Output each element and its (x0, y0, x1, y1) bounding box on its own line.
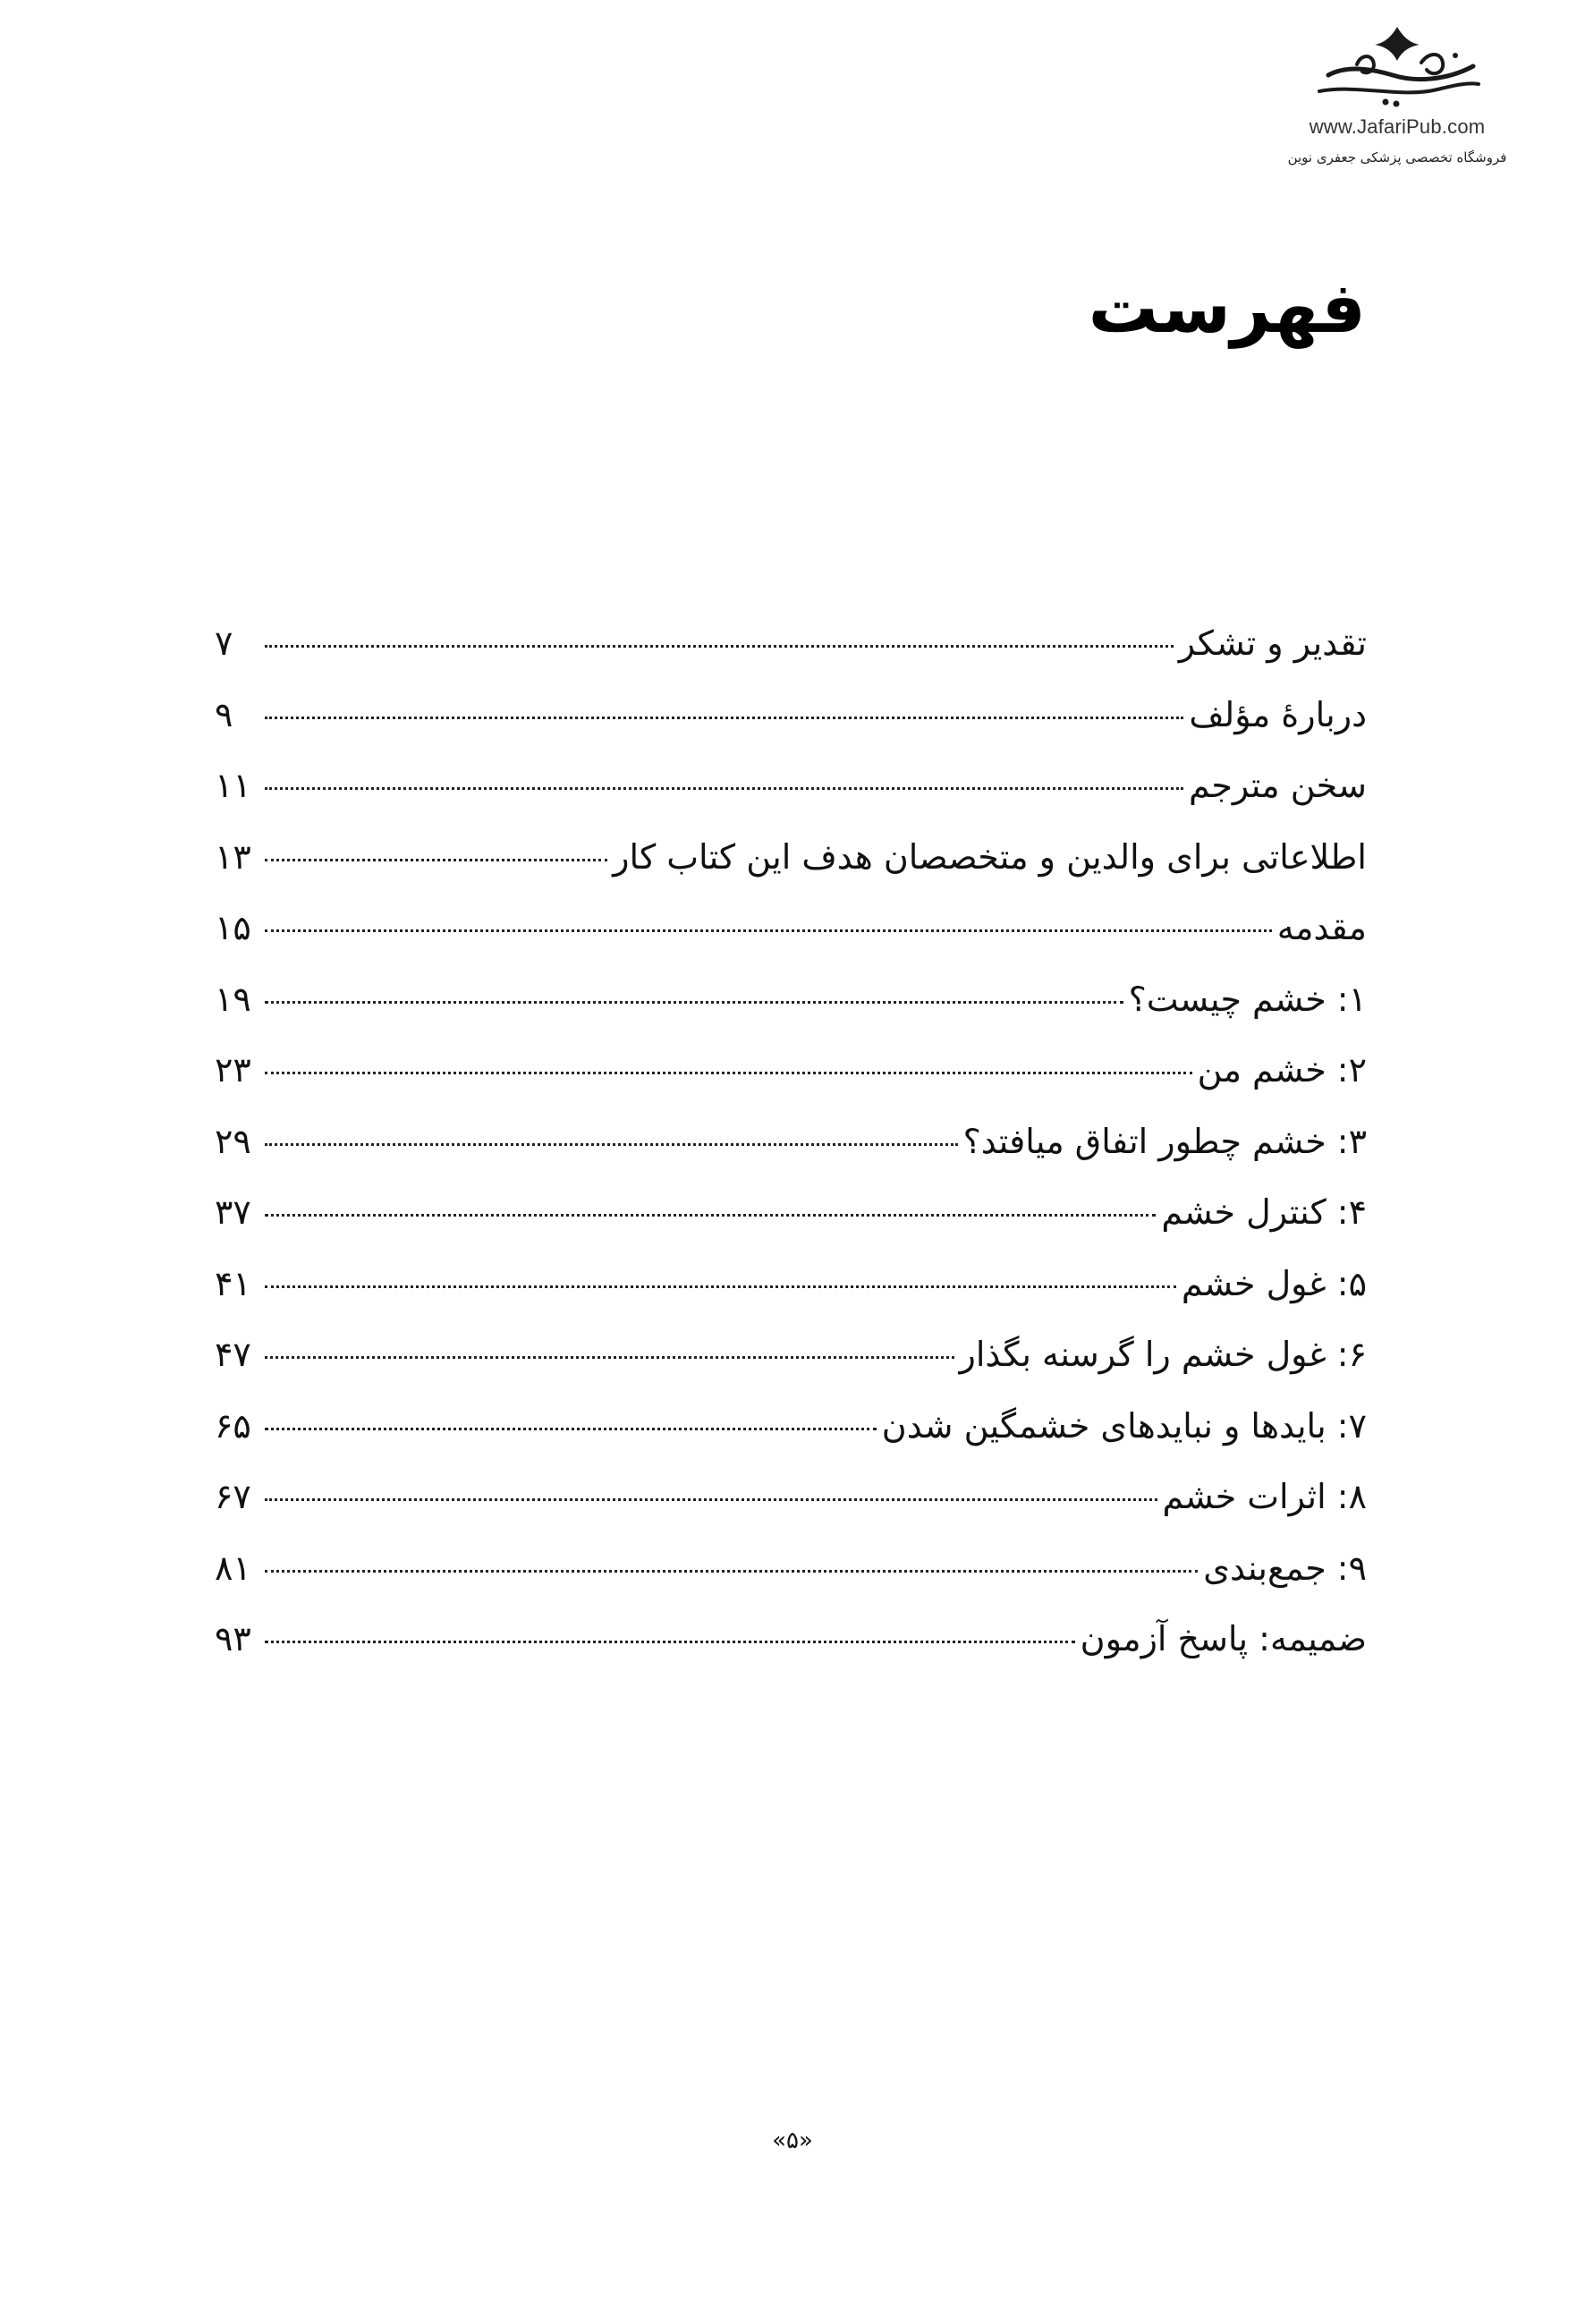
table-of-contents (215, 608, 1367, 1675)
toc-dot-leader (265, 929, 1272, 932)
toc-entry (215, 964, 1367, 1036)
toc-dot-leader (265, 1001, 1123, 1004)
toc-dot-leader (265, 645, 1174, 648)
toc-entry-label: ۹: جمع‌بندی (1203, 1548, 1367, 1588)
toc-dot-leader (265, 1641, 1075, 1643)
toc-entry-page: ۱۵ (215, 908, 251, 947)
toc-dot-leader (265, 1143, 958, 1146)
toc-entry (215, 680, 1367, 751)
toc-dot-leader (265, 1356, 954, 1359)
toc-entry-label: ۸: اثرات خشم (1162, 1477, 1367, 1516)
toc-dot-leader (265, 1428, 877, 1430)
toc-entry (215, 1462, 1367, 1533)
toc-entry-page: ۹۳ (215, 1619, 251, 1658)
toc-entry (215, 1391, 1367, 1463)
toc-entry-page: ۷ (215, 623, 233, 663)
publisher-website: www.JafariPub.com (1309, 115, 1486, 138)
publisher-caption: فروشگاه تخصصی پزشکی جعفری نوین (1287, 149, 1507, 165)
toc-dot-leader (265, 1570, 1198, 1573)
toc-dot-leader (265, 1285, 1176, 1288)
toc-entry-label: ۶: غول خشم را گرسنه بگذار (959, 1335, 1367, 1374)
toc-entry-page: ۹ (215, 694, 233, 734)
toc-entry-page: ۴۱ (215, 1263, 251, 1303)
toc-dot-leader (265, 1214, 1156, 1217)
toc-entry-page: ۸۱ (215, 1548, 251, 1588)
toc-entry-label: ۳: خشم چطور اتفاق میافتد؟ (962, 1121, 1367, 1161)
toc-entry-page: ۳۷ (215, 1192, 251, 1232)
toc-entry-page: ۲۹ (215, 1121, 251, 1161)
toc-entry (215, 1177, 1367, 1249)
toc-entry-label: اطلاعاتی برای والدین و متخصصان هدف این کتاب کار (613, 836, 1367, 877)
toc-entry (215, 1249, 1367, 1320)
toc-entry-label: ۲: خشم من (1197, 1050, 1367, 1090)
toc-entry-label: سخن مترجم (1189, 766, 1367, 805)
toc-dot-leader (265, 1498, 1157, 1501)
toc-entry (215, 1604, 1367, 1675)
toc-entry-page: ۱۳ (215, 836, 251, 877)
page-title: فهرست (1088, 268, 1366, 349)
calligraphic-logo-icon (1303, 20, 1491, 114)
toc-entry (215, 608, 1367, 680)
toc-entry (215, 822, 1367, 894)
toc-entry (215, 1107, 1367, 1178)
toc-entry (215, 1035, 1367, 1107)
toc-entry-label: ضمیمه: پاسخ آزمون (1080, 1619, 1367, 1658)
toc-entry-label: ۷: بایدها و نبایدهای خشمگین شدن (881, 1405, 1367, 1446)
toc-entry (215, 751, 1367, 822)
toc-entry-label: تقدیر و تشکر (1178, 623, 1367, 663)
toc-entry-label: ۴: کنترل خشم (1161, 1192, 1367, 1232)
toc-entry-label: مقدمه (1276, 908, 1367, 947)
toc-entry-page: ۲۳ (215, 1050, 251, 1090)
toc-entry-page: ۶۷ (215, 1477, 251, 1516)
toc-dot-leader (265, 859, 607, 861)
toc-entry-page: ۴۷ (215, 1335, 251, 1374)
toc-entry (215, 1533, 1367, 1605)
toc-entry-page: ۱۹ (215, 979, 251, 1019)
toc-dot-leader (265, 787, 1183, 790)
toc-entry-page: ۶۵ (215, 1405, 251, 1446)
toc-entry-label: ۱: خشم چیست؟ (1128, 979, 1367, 1019)
publisher-logo (1272, 20, 1522, 181)
toc-entry-label: دربارهٔ مؤلف (1189, 694, 1367, 734)
toc-dot-leader (265, 1072, 1192, 1074)
toc-dot-leader (265, 717, 1183, 719)
toc-entry-label: ۵: غول خشم (1181, 1263, 1367, 1303)
page-number: «۵» (772, 2127, 813, 2154)
toc-entry (215, 893, 1367, 964)
toc-entry-page: ۱۱ (215, 766, 251, 805)
toc-entry (215, 1319, 1367, 1391)
